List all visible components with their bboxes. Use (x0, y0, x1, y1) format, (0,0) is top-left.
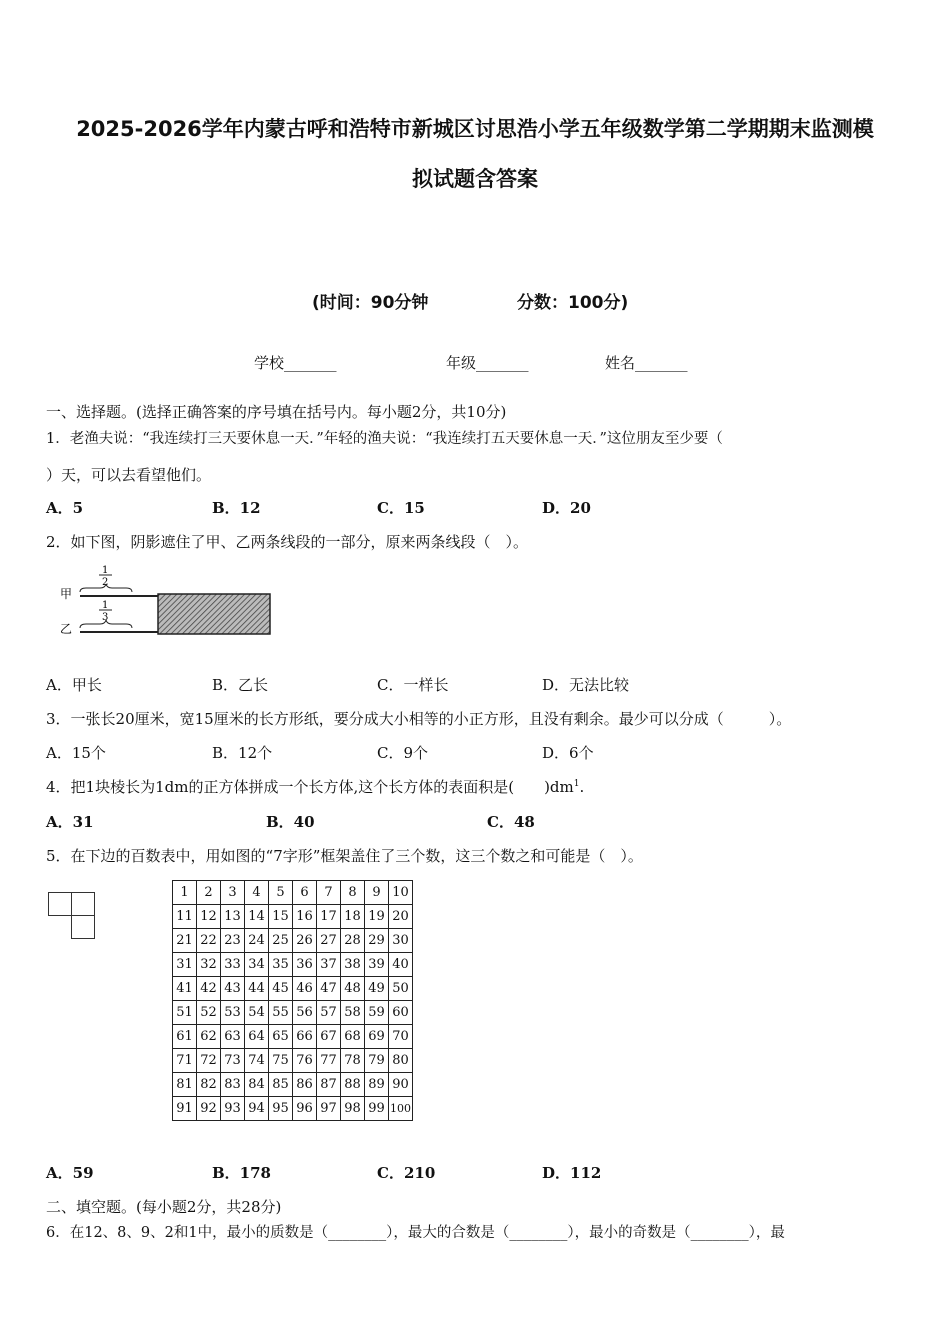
table-cell: 92 (197, 1097, 221, 1121)
table-cell: 22 (197, 929, 221, 953)
q2-segment-figure (50, 562, 290, 642)
table-cell: 4 (245, 881, 269, 905)
q3-option-a: A．15个 (46, 744, 106, 762)
table-cell: 10 (389, 881, 413, 905)
seven-frame-cell (71, 915, 95, 939)
table-cell: 42 (197, 977, 221, 1001)
q2-text: 2．如下图，阴影遮住了甲、乙两条线段的一部分，原来两条线段（ ）。 (46, 533, 529, 551)
table-cell: 32 (197, 953, 221, 977)
table-cell: 100 (389, 1097, 413, 1121)
table-cell: 6 (293, 881, 317, 905)
q5-option-b: B．178 (212, 1164, 271, 1182)
table-cell: 26 (293, 929, 317, 953)
table-cell: 7 (317, 881, 341, 905)
table-cell: 84 (245, 1073, 269, 1097)
q4-option-c: C．48 (487, 813, 535, 831)
table-cell: 33 (221, 953, 245, 977)
table-cell: 79 (365, 1049, 389, 1073)
table-cell: 24 (245, 929, 269, 953)
table-cell: 77 (317, 1049, 341, 1073)
table-cell: 38 (341, 953, 365, 977)
table-cell: 94 (245, 1097, 269, 1121)
table-cell: 86 (293, 1073, 317, 1097)
table-cell: 15 (269, 905, 293, 929)
q1-text-line2: ）天，可以去看望他们。 (46, 466, 212, 484)
q1-option-d: D．20 (542, 499, 591, 517)
q5-option-d: D．112 (542, 1164, 602, 1182)
svg-text:1: 1 (102, 565, 109, 576)
table-cell: 50 (389, 977, 413, 1001)
grade-field: 年级_______ (446, 354, 529, 372)
table-cell: 2 (197, 881, 221, 905)
table-cell: 11 (173, 905, 197, 929)
q2-option-c: C．一样长 (377, 676, 449, 694)
table-cell: 17 (317, 905, 341, 929)
q5-text: 5．在下边的百数表中，用如图的“7字形”框架盖住了三个数，这三个数之和可能是（ ）。 (46, 847, 643, 865)
table-cell: 27 (317, 929, 341, 953)
table-cell: 53 (221, 1001, 245, 1025)
svg-text:2: 2 (102, 577, 109, 588)
table-cell: 70 (389, 1025, 413, 1049)
table-cell: 52 (197, 1001, 221, 1025)
title-line-1: 2025-2026学年内蒙古呼和浩特市新城区讨思浩小学五年级数学第二学期期末监测模 (76, 117, 874, 141)
q5-option-c: C．210 (377, 1164, 436, 1182)
table-cell: 71 (173, 1049, 197, 1073)
table-cell: 78 (341, 1049, 365, 1073)
table-cell: 73 (221, 1049, 245, 1073)
table-row (173, 905, 413, 929)
table-cell: 5 (269, 881, 293, 905)
q4-option-b: B．40 (266, 813, 315, 831)
table-cell: 8 (341, 881, 365, 905)
table-cell: 39 (365, 953, 389, 977)
table-cell: 12 (197, 905, 221, 929)
label-jia: 甲 (60, 587, 73, 601)
table-row (173, 1097, 413, 1121)
table-cell: 23 (221, 929, 245, 953)
table-cell: 47 (317, 977, 341, 1001)
table-row (173, 977, 413, 1001)
q4-option-a: A．31 (46, 813, 94, 831)
table-cell: 37 (317, 953, 341, 977)
table-cell: 89 (365, 1073, 389, 1097)
exam-time: (时间：90分钟 (312, 293, 429, 313)
q2-option-d: D．无法比较 (542, 676, 630, 694)
table-cell: 16 (293, 905, 317, 929)
table-cell: 18 (341, 905, 365, 929)
table-cell: 35 (269, 953, 293, 977)
seven-frame-cell (48, 892, 72, 916)
table-cell: 3 (221, 881, 245, 905)
table-cell: 20 (389, 905, 413, 929)
table-cell: 85 (269, 1073, 293, 1097)
table-cell: 19 (365, 905, 389, 929)
table-cell: 60 (389, 1001, 413, 1025)
table-cell: 98 (341, 1097, 365, 1121)
table-row (173, 953, 413, 977)
table-cell: 75 (269, 1049, 293, 1073)
section-1-heading: 一、选择题。(选择正确答案的序号填在括号内。每小题2分，共10分) (46, 403, 507, 421)
table-cell: 28 (341, 929, 365, 953)
table-cell: 95 (269, 1097, 293, 1121)
table-cell: 61 (173, 1025, 197, 1049)
table-cell: 34 (245, 953, 269, 977)
seven-frame-cell (71, 892, 95, 916)
school-field: 学校_______ (254, 354, 337, 372)
table-cell: 36 (293, 953, 317, 977)
table-cell: 88 (341, 1073, 365, 1097)
table-cell: 91 (173, 1097, 197, 1121)
table-cell: 69 (365, 1025, 389, 1049)
table-cell: 66 (293, 1025, 317, 1049)
table-cell: 87 (317, 1073, 341, 1097)
q1-text-line1: 1．老渔夫说：“我连续打三天要休息一天．”年轻的渔夫说：“我连续打五天要休息一天．”这位朋友至少要（ (46, 431, 723, 447)
table-cell: 46 (293, 977, 317, 1001)
table-cell: 64 (245, 1025, 269, 1049)
table-row (173, 1073, 413, 1097)
q3-text: 3．一张长20厘米，宽15厘米的长方形纸，要分成大小相等的小正方形，且没有剩余。最少可以分成（ ）。 (46, 710, 792, 728)
shaded-cover (158, 594, 270, 634)
exam-score: 分数：100分) (517, 293, 629, 313)
q4-text: 4．把1块棱长为1dm的正方体拼成一个长方体,这个长方体的表面积是( )$dm^1$. (46, 778, 585, 796)
q1-option-b: B．12 (212, 499, 261, 517)
table-cell: 67 (317, 1025, 341, 1049)
table-cell: 41 (173, 977, 197, 1001)
table-cell: 56 (293, 1001, 317, 1025)
table-cell: 45 (269, 977, 293, 1001)
table-cell: 25 (269, 929, 293, 953)
table-cell: 68 (341, 1025, 365, 1049)
q2-option-a: A．甲长 (46, 676, 102, 694)
svg-text:1: 1 (102, 600, 109, 611)
table-cell: 31 (173, 953, 197, 977)
q3-option-c: C．9个 (377, 744, 429, 762)
section-2-heading: 二、填空题。(每小题2分，共28分) (46, 1198, 282, 1216)
table-cell: 1 (173, 881, 197, 905)
table-cell: 40 (389, 953, 413, 977)
table-cell: 72 (197, 1049, 221, 1073)
label-yi: 乙 (60, 622, 73, 636)
table-cell: 43 (221, 977, 245, 1001)
table-cell: 30 (389, 929, 413, 953)
table-row (173, 1049, 413, 1073)
table-cell: 55 (269, 1001, 293, 1025)
q5-option-a: A．59 (46, 1164, 94, 1182)
q2-option-b: B．乙长 (212, 676, 269, 694)
table-cell: 9 (365, 881, 389, 905)
table-row (173, 881, 413, 905)
svg-text:3: 3 (102, 612, 109, 623)
table-cell: 54 (245, 1001, 269, 1025)
title-line-2: 拟试题含答案 (412, 167, 538, 191)
hundred-table (172, 880, 413, 1121)
q6-text: 6．在12、8、9、2和1中，最小的质数是（________），最大的合数是（________），最小的奇数是（________），最 (46, 1225, 785, 1241)
q1-option-c: C．15 (377, 499, 425, 517)
table-row (173, 929, 413, 953)
table-cell: 97 (317, 1097, 341, 1121)
table-cell: 57 (317, 1001, 341, 1025)
q1-option-a: A．5 (46, 499, 84, 517)
table-cell: 96 (293, 1097, 317, 1121)
table-cell: 49 (365, 977, 389, 1001)
table-cell: 14 (245, 905, 269, 929)
table-cell: 13 (221, 905, 245, 929)
table-cell: 62 (197, 1025, 221, 1049)
table-cell: 90 (389, 1073, 413, 1097)
table-cell: 51 (173, 1001, 197, 1025)
table-cell: 80 (389, 1049, 413, 1073)
table-cell: 83 (221, 1073, 245, 1097)
table-cell: 63 (221, 1025, 245, 1049)
q3-option-b: B．12个 (212, 744, 273, 762)
table-row (173, 1001, 413, 1025)
table-cell: 81 (173, 1073, 197, 1097)
table-cell: 99 (365, 1097, 389, 1121)
table-cell: 59 (365, 1001, 389, 1025)
table-cell: 44 (245, 977, 269, 1001)
table-cell: 74 (245, 1049, 269, 1073)
table-cell: 93 (221, 1097, 245, 1121)
table-cell: 21 (173, 929, 197, 953)
table-cell: 48 (341, 977, 365, 1001)
q3-option-d: D．6个 (542, 744, 594, 762)
table-cell: 82 (197, 1073, 221, 1097)
table-row (173, 1025, 413, 1049)
table-cell: 65 (269, 1025, 293, 1049)
name-field: 姓名_______ (605, 354, 688, 372)
table-cell: 29 (365, 929, 389, 953)
table-cell: 76 (293, 1049, 317, 1073)
table-cell: 58 (341, 1001, 365, 1025)
